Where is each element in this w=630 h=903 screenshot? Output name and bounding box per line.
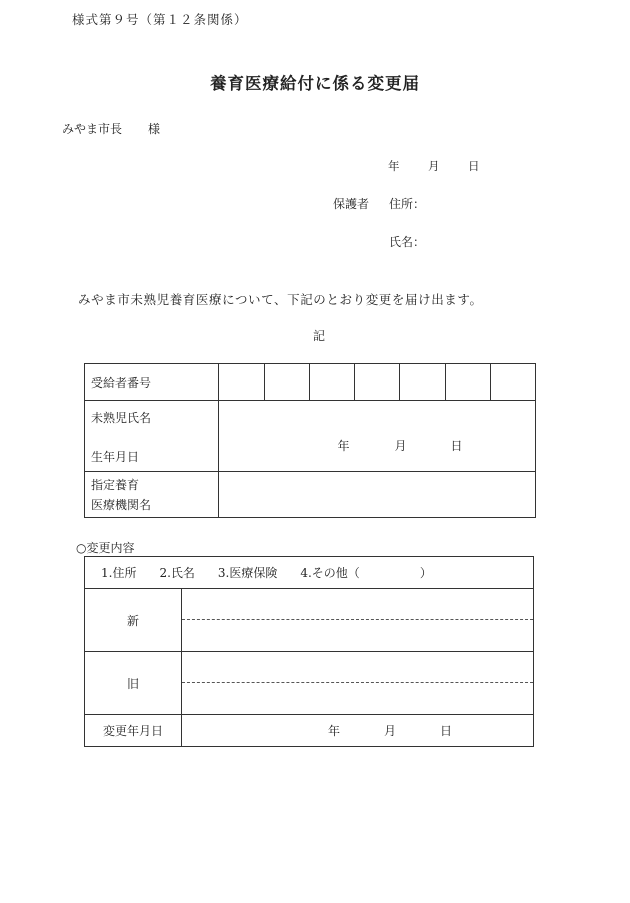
- new-field[interactable]: [182, 589, 534, 652]
- recipient-digit-box[interactable]: [355, 364, 400, 401]
- infant-row: [85, 401, 536, 472]
- notice-text: みやま市未熟児養育医療について、下記のとおり変更を届け出ます。: [78, 292, 483, 307]
- date-day: 日: [468, 159, 480, 173]
- guardian-address-label: 住所：: [389, 197, 426, 211]
- hospital-label-line2: 医療機関名: [91, 498, 152, 512]
- old-label: 旧: [85, 652, 182, 715]
- guardian-label: 保護者: [333, 197, 370, 211]
- option-address[interactable]: 1.住所: [101, 566, 137, 580]
- recipient-digit-box[interactable]: [490, 364, 535, 401]
- change-day: 日: [440, 724, 453, 738]
- date-month: 月: [428, 159, 440, 173]
- recipient-number-label: 受給者番号: [85, 364, 219, 401]
- birth-year: 年: [337, 439, 350, 453]
- change-date-row: [85, 715, 534, 747]
- change-options: [85, 557, 534, 589]
- new-row: [85, 589, 534, 652]
- birth-date-field[interactable]: [219, 437, 535, 454]
- addressee-name: みやま市長: [62, 122, 123, 136]
- option-insurance[interactable]: 3.医療保険: [217, 566, 278, 580]
- birth-month: 月: [394, 439, 407, 453]
- change-year: 年: [328, 724, 341, 738]
- recipient-digit-box[interactable]: [219, 364, 264, 401]
- hospital-label-line1: 指定養育: [91, 478, 140, 492]
- page-title: 養育医療給付に係る変更届: [210, 74, 420, 93]
- addressee-honorific: 様: [148, 122, 161, 136]
- date-year: 年: [388, 159, 400, 173]
- old-field-line2[interactable]: [182, 683, 533, 713]
- option-name[interactable]: 2.氏名: [159, 566, 195, 580]
- change-heading: ○変更内容: [76, 541, 135, 555]
- recipient-number-row: [85, 364, 536, 401]
- change-table: [84, 556, 534, 747]
- old-field-line1[interactable]: [182, 652, 533, 683]
- hospital-label-cell: [85, 472, 219, 518]
- change-date-field[interactable]: [182, 715, 534, 747]
- change-month: 月: [384, 724, 397, 738]
- option-other-close: ）: [419, 566, 432, 580]
- infant-value-cell[interactable]: [219, 401, 536, 472]
- change-options-row: [85, 557, 534, 589]
- recipient-digit-box[interactable]: [400, 364, 445, 401]
- hospital-field[interactable]: [219, 472, 536, 518]
- infant-label-cell: [85, 401, 219, 472]
- submission-date: [388, 158, 480, 174]
- infant-name-label: 未熟児氏名: [91, 411, 152, 425]
- recipient-digit-box[interactable]: [445, 364, 490, 401]
- new-field-line2[interactable]: [182, 620, 533, 650]
- infant-name-field[interactable]: [219, 401, 535, 437]
- birth-day: 日: [450, 439, 463, 453]
- hospital-row: [85, 472, 536, 518]
- new-label: 新: [85, 589, 182, 652]
- form-code: 様式第９号（第１２条関係）: [72, 12, 248, 27]
- recipient-digit-box[interactable]: [264, 364, 309, 401]
- ki-heading: 記: [313, 329, 326, 343]
- main-table: [84, 363, 536, 518]
- addressee: [62, 120, 160, 137]
- old-field[interactable]: [182, 652, 534, 715]
- recipient-digit-box[interactable]: [309, 364, 354, 401]
- birth-date-label: 生年月日: [91, 450, 140, 464]
- new-field-line1[interactable]: [182, 589, 533, 620]
- change-date-label: 変更年月日: [85, 715, 182, 747]
- old-row: [85, 652, 534, 715]
- guardian-name-label: 氏名：: [389, 235, 426, 249]
- option-other[interactable]: 4.その他（: [300, 566, 360, 580]
